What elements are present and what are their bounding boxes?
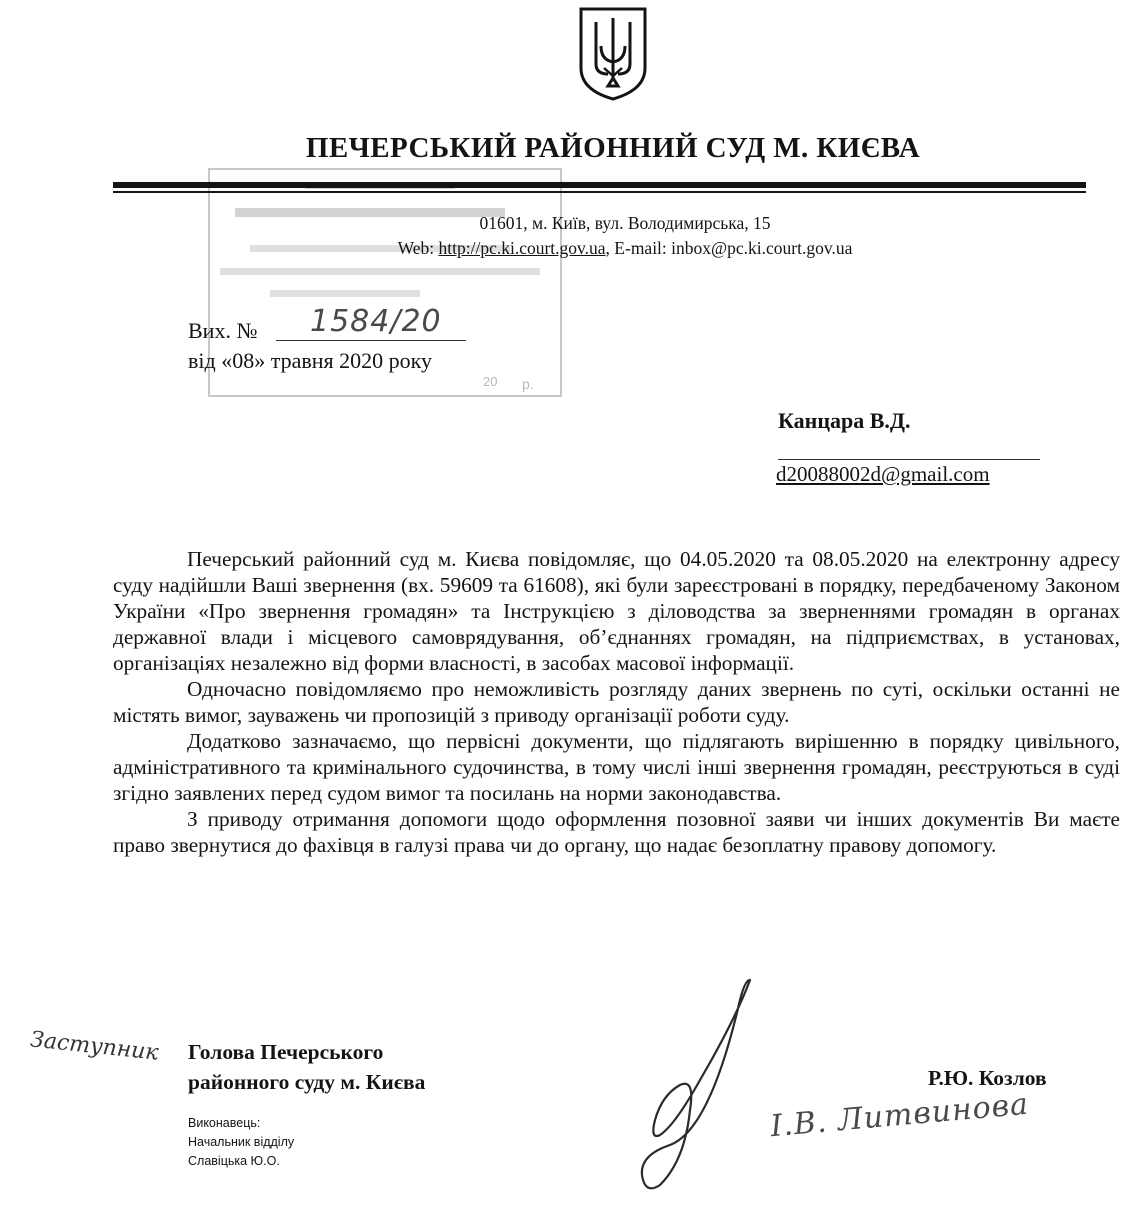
signer-title-line2: районного суду м. Києва — [188, 1070, 426, 1094]
body-paragraph: З приводу отримання допомоги щодо оформлення позовної заяви чи інших документів Ви маєте право звернутися до фахівця в галузі права чи до органу, що надає безоплатну правову допомогу. — [113, 807, 1120, 857]
email-label: , E-mail: inbox@pc.ki.court.gov.ua — [605, 238, 853, 258]
header-divider-thin — [113, 191, 1086, 193]
signer-title-line1: Голова Печерського — [188, 1040, 384, 1064]
body-paragraph: Одночасно повідомляємо про неможливість розгляду даних звернень по суті, оскільки останні не містять вимог, зауважень чи пропозицій з приводу організації роботи суду. — [113, 677, 1120, 727]
executor-label: Виконавець: — [188, 1116, 261, 1130]
web-label: Web: — [397, 238, 439, 258]
web-link[interactable]: http://pc.ki.court.gov.ua — [438, 238, 606, 258]
signer-name: Р.Ю. Козлов — [928, 1066, 1047, 1090]
body-paragraph: Печерський районний суд м. Києва повідомляє, що 04.05.2020 та 08.05.2020 на електронну адресу суду надійшли Ваші звернення (вх. 59609 та 61608), які були зареєстровані в порядку, передбаченому Законом України «Про звернення громадян» та Інструкцією з діловодства за зверненнями громадян в органах державної влади і місцевого самоврядування, об’єднаннях громадян, на підприємствах, в установах, організаціях незалежно від форми власності, в засобах масової інформації. — [113, 547, 1120, 675]
body-paragraph: Додатково зазначаємо, що первісні документи, що підлягають вирішенню в порядку цивільного, адміністративного та кримінального судочинства, в тому числі інші звернення громадян, реєструються в суді згідно заявлених перед судом вимог та посилань на норми законодавства. — [113, 729, 1120, 805]
court-address: 01601, м. Київ, вул. Володимирська, 15 — [479, 213, 771, 233]
court-contacts — [56, 238, 1138, 259]
executor-position: Начальник відділу — [188, 1135, 295, 1149]
outgoing-number-label: Вих. № — [188, 318, 258, 343]
signer-title — [188, 1037, 425, 1097]
outgoing-number-underline — [276, 340, 466, 341]
handwritten-name: І.В. Литвинова — [768, 1086, 1031, 1145]
recipient-underline — [778, 459, 1040, 460]
stamp-year-suffix: р. — [522, 376, 534, 392]
signature-icon — [600, 960, 830, 1200]
executor-block — [188, 1114, 294, 1171]
executor-name: Славіцька Ю.О. — [188, 1154, 280, 1168]
recipient-email[interactable]: d20088002d@gmail.com — [776, 462, 990, 486]
stamp-year-fragment: 20 — [483, 374, 498, 389]
court-title: ПЕЧЕРСЬКИЙ РАЙОННИЙ СУД М. КИЄВА — [305, 132, 921, 164]
outgoing-date: від «08» травня 2020 року — [188, 348, 432, 373]
header-divider — [113, 182, 1086, 188]
handwritten-prefix: Заступник — [29, 1027, 160, 1066]
outgoing-number-value: 1584/20 — [310, 304, 442, 339]
recipient-name: Канцара В.Д. — [778, 408, 911, 433]
letter-body — [113, 546, 1120, 858]
coat-of-arms-icon — [578, 6, 648, 102]
